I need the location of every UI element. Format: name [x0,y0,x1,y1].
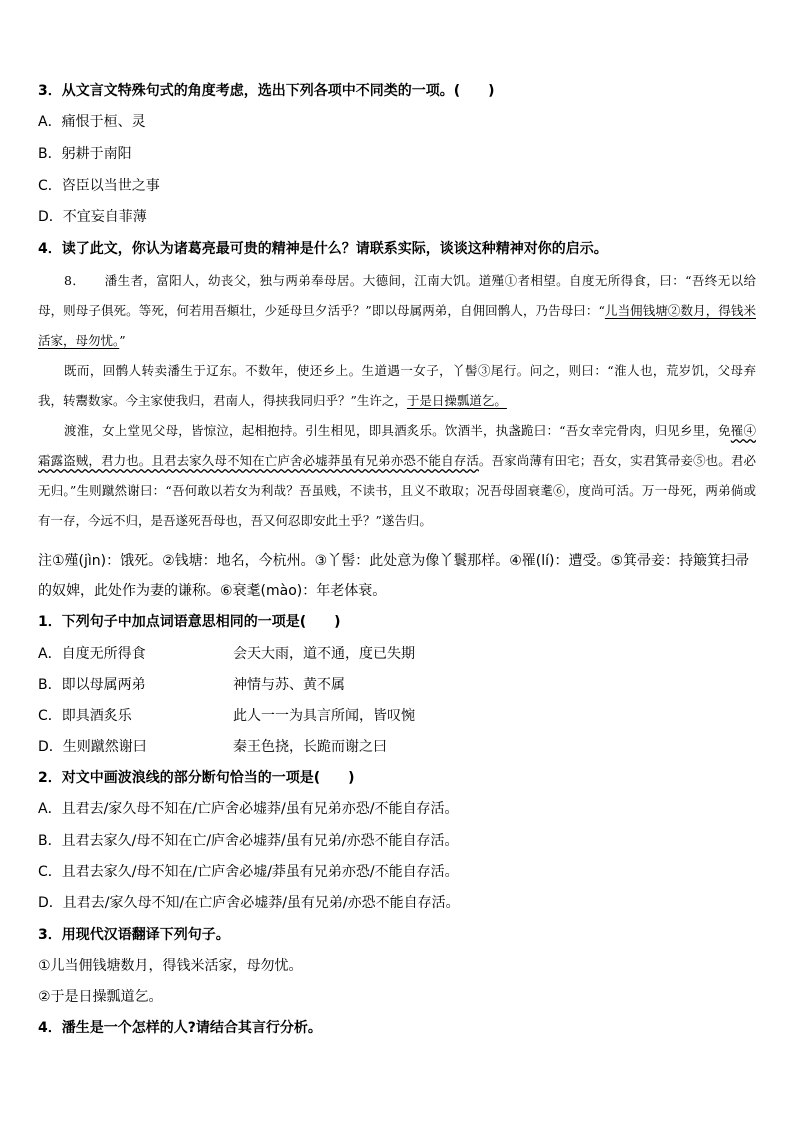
question-2-option-a: A．且君去/家久母不知在/亡庐舍必墟莽/虽有兄弟亦恐/不能自存活。 [38,801,459,817]
passage-p1-end: ” [119,333,126,348]
question-3-option-a: A．痛恨于桓、灵 [38,114,146,130]
underlined-sentence-1: 儿当佣钱塘②数月，得钱米活家，母勿忧。 [38,303,756,348]
question-1-option-d [38,738,387,756]
option-d-right: 秦王色挠，长跪而谢之曰 [233,739,387,755]
passage-paragraph-3 [38,416,756,536]
question-2-option-b: B．且君去家久/母不知在亡/庐舍必墟莽/虽有兄弟/亦恐不能自存活。 [38,833,459,849]
option-b-left: B．即以母属两弟 [38,677,146,693]
option-d-left: D．生则蹴然谢曰 [38,739,147,755]
question-4-analysis-stem: 4．潘生是一个怎样的人?请结合其言行分析。 [38,1020,322,1036]
wavy-underlined-text: 罹④霜露盗贼，君力也。且君去家久母不知在亡庐舍必墟莽虽有兄弟亦恐不能自存活 [38,423,756,468]
option-a-left: A．自度无所得食 [38,646,146,662]
question-1-option-a [38,645,415,663]
passage-paragraph-2 [38,356,756,416]
passage-paragraph-1 [38,266,756,356]
classical-passage [38,266,756,536]
option-b-right: 神情与苏、黄不属 [233,677,345,693]
translate-item-2: ②于是日操瓢道乞。 [38,989,163,1005]
question-1-stem: 1．下列句子中加点词语意思相同的一项是( ) [38,614,341,630]
option-c-left: C．即具酒炙乐 [38,708,132,724]
passage-p3-end: 。吾家尚薄有田宅；吾女，实君箕帚妾⑤也。君必无归。”生则蹴然谢曰：“吾何敢以若女为利哉？吾虽贱，不读书，且义不敢取；况吾母固衰耄⑥，度尚可活。万一母死，两弟倘或有一存，今远不归，是吾遂死吾母也，吾又何忍即安此土乎？”遂告归。 [38,453,756,528]
question-3-option-d: D．不宜妄自菲薄 [38,209,147,225]
underlined-sentence-2: 于是日操瓢道乞。 [406,393,507,408]
question-4-stem: 4．读了此文，你认为诸葛亮最可贵的精神是什么？请联系实际，谈谈这种精神对你的启示。 [38,241,608,257]
question-3-translate-stem: 3．用现代汉语翻译下列句子。 [38,927,230,943]
passage-p1-text: 8． 潘生者，富阳人，幼丧父，独与两弟奉母居。大德间，江南大饥。道殣①者相望。自度无所得食，曰：“吾终无以给母，则母子俱死。等死，何若用吾頫壮，少延母旦夕活乎？”即以母属两弟，自佣回鹘人，乃告母曰：“ [38,273,756,318]
question-2-option-c: C．且君去家久/母不知在/亡庐舍必墟/莽虽有兄弟亦恐/不能自存活。 [38,864,459,880]
passage-p3-text: 渡淮，女上堂见父母，皆惊泣，起相抱持。引生相见，即具酒炙乐。饮酒半，执盏跪曰：“吾女幸完骨肉，归见乡里，免 [64,423,731,438]
passage-p2-text: 既而，回鹘人转卖潘生于辽东。不数年，使还乡上。生道遇一女子，丫髻③尾行。问之，则曰：“淮人也，荒岁饥，父母弃我，转鬻数家。今主家使我归，君南人，得挟我同归乎？”生许之， [38,363,756,408]
question-3-option-b: B．躬耕于南阳 [38,146,132,162]
annotation-notes: 注①殣(jìn)：饿死。②钱塘：地名，今杭州。③丫髻：此处意为像丫鬟那样。④罹(lí)：遭受。⑤箕帚妾：持簸箕扫帚的奴婢，此处作为妻的谦称。⑥衰耄(mào)：年老体衰。 [38,553,750,599]
option-a-right: 会天大雨，道不通，度已失期 [233,646,415,662]
question-1-option-c [38,707,415,725]
option-c-right: 此人一一为具言所闻，皆叹惋 [233,708,415,724]
question-2-stem: 2．对文中画波浪线的部分断句恰当的一项是( ) [38,770,355,786]
question-1-option-b [38,676,345,694]
question-3-stem: 3．从文言文特殊句式的角度考虑，选出下列各项中不同类的一项。( ) [38,83,495,99]
question-2-option-d: D．且君去/家久母不知/在亡庐舍必墟莽/虽有兄弟/亦恐不能自存活。 [38,895,460,911]
question-3-option-c: C．咨臣以当世之事 [38,178,160,194]
translate-item-1: ①儿当佣钱塘数月，得钱米活家，母勿忧。 [38,958,303,974]
